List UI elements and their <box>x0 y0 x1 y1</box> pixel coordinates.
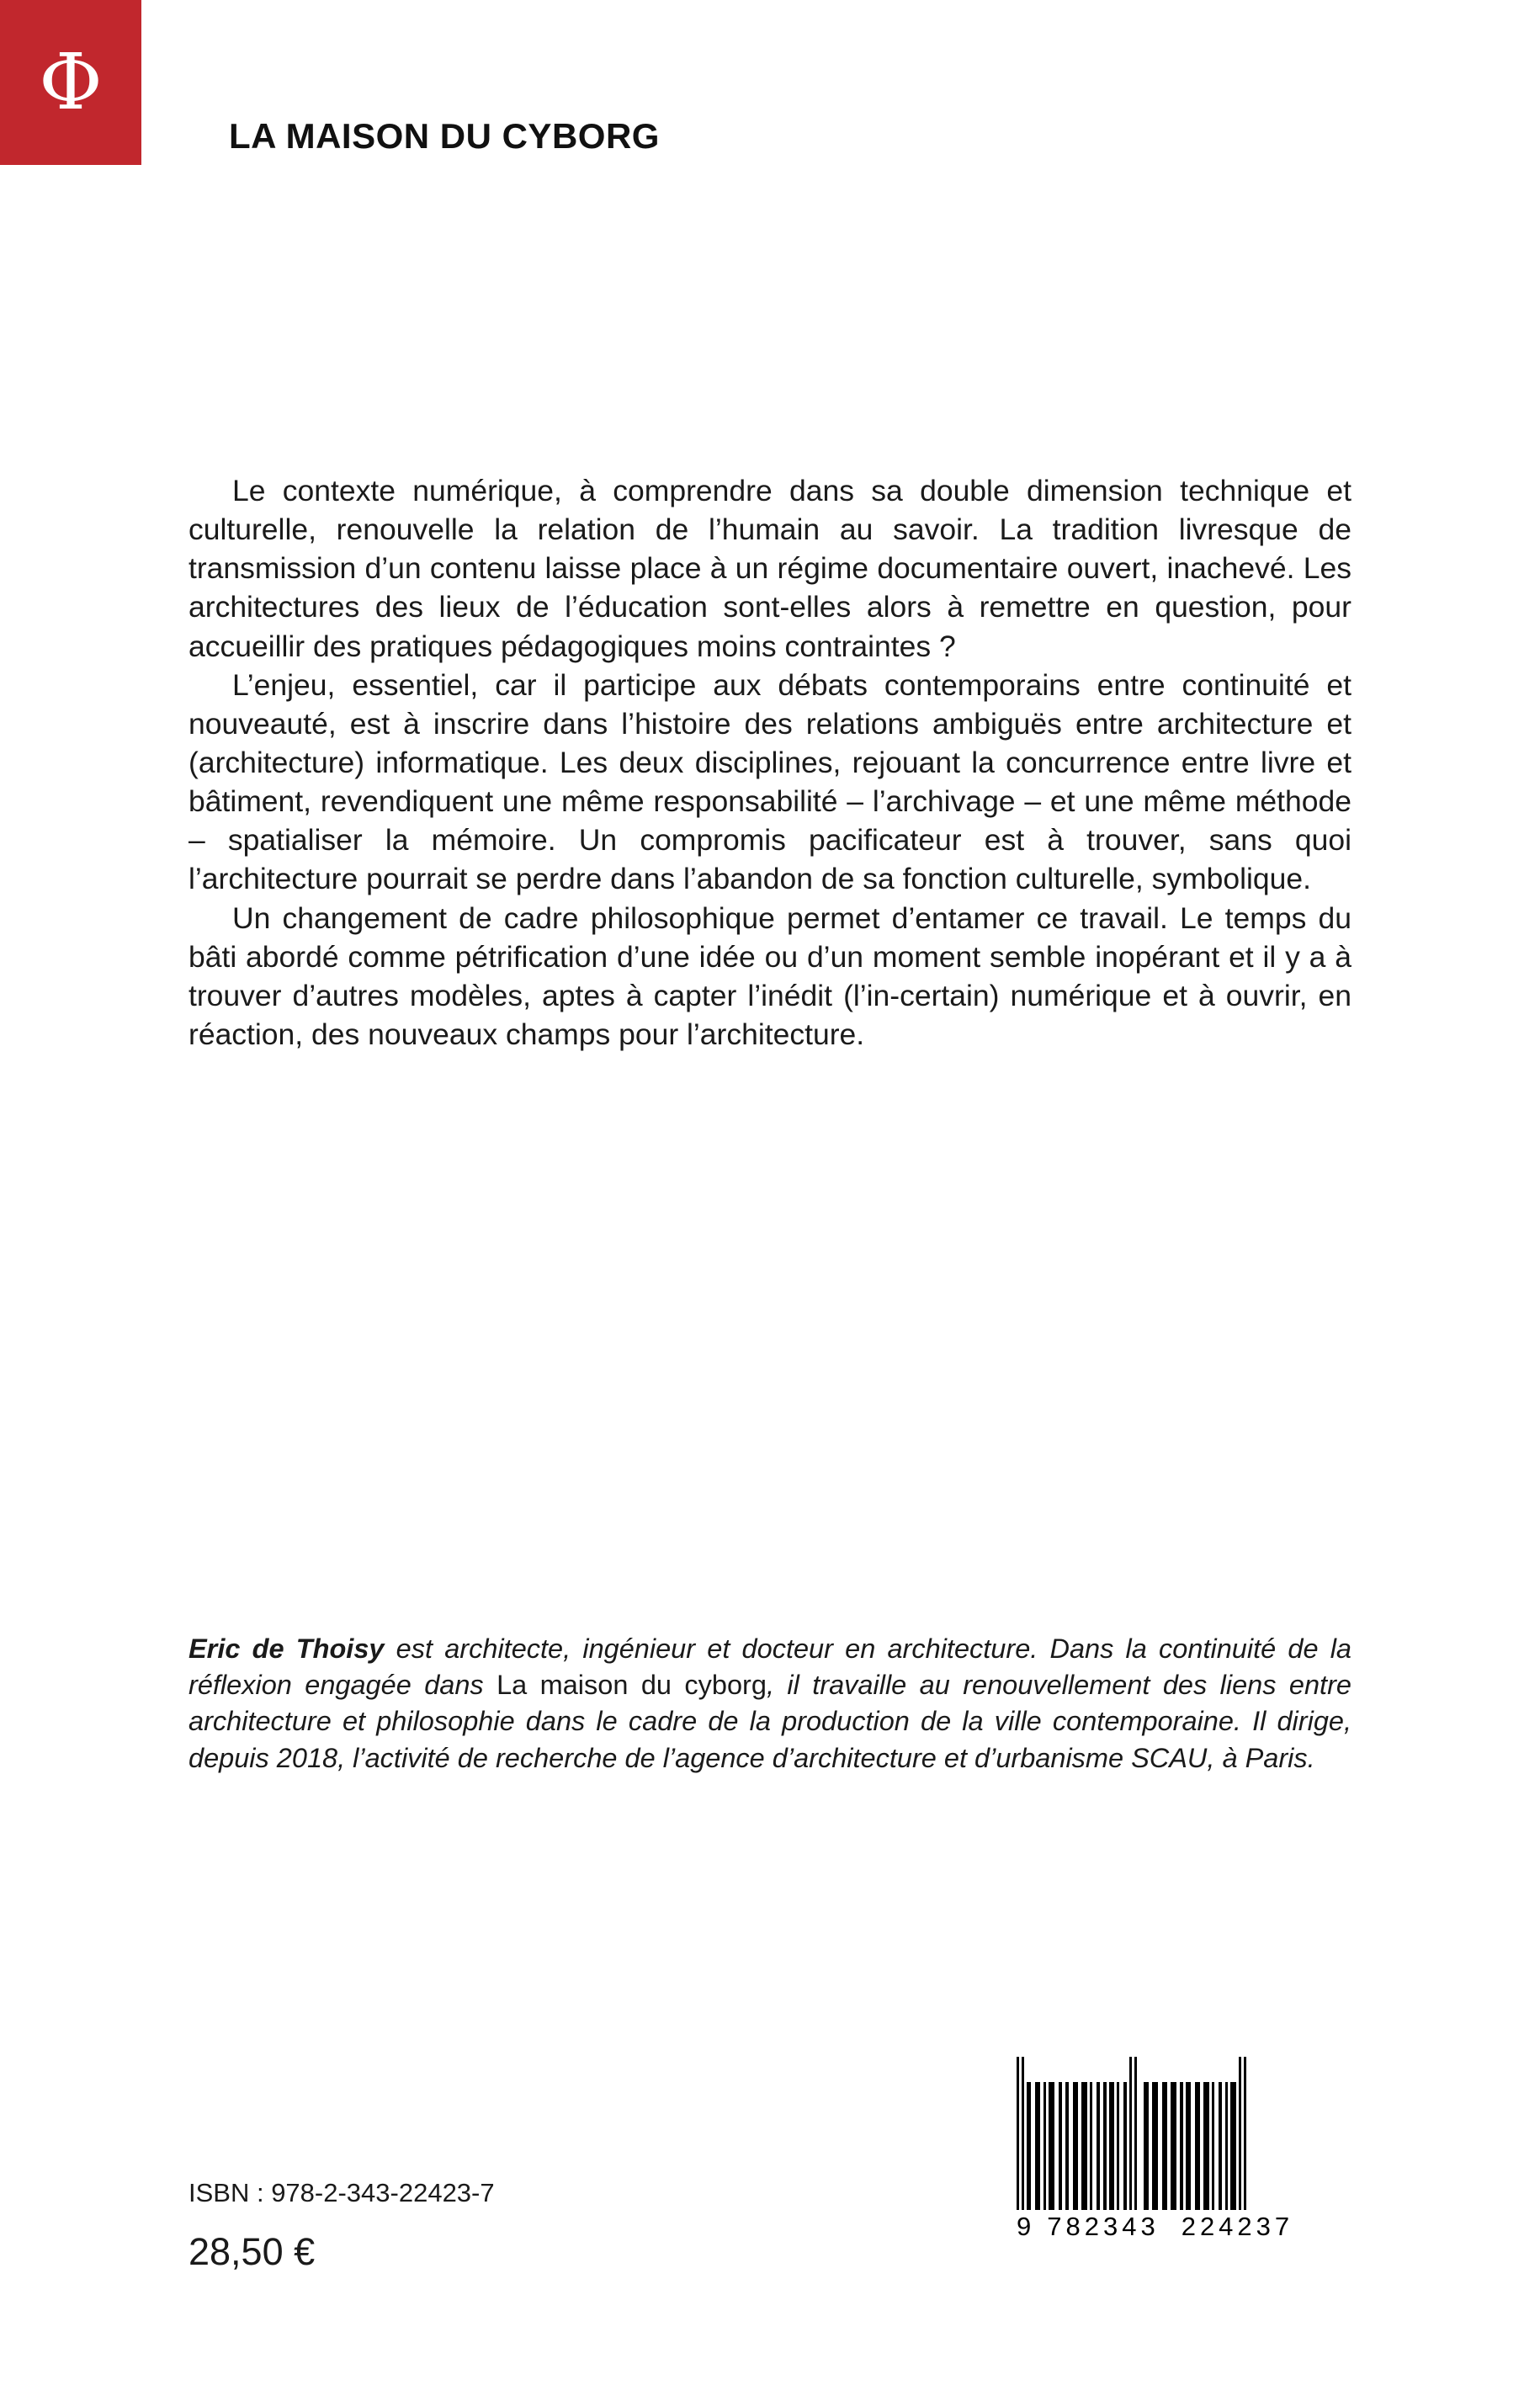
back-cover-blurb <box>189 471 1351 1054</box>
barcode-left-group: 782343 <box>1047 2212 1160 2241</box>
bio-text-after-work: , il travaille au renouvellement des liens entre architecture et philosophie dans le cadre de la production de la ville contemporaine. Il dirige, depuis 2018, l’activité de recherche de l’agence d’architecture et d’urbanisme SCAU, à Paris. <box>189 1670 1351 1773</box>
blurb-paragraph-1: Le contexte numérique, à comprendre dans sa double dimension technique et culturelle, renouvelle la relation de l’humain au savoir. La tradition livresque de transmission d’un contenu laisse place à un régime documentaire ouvert, inachevé. Les architectures des lieux de l’éducation sont-elles alors à remettre en question, pour accueillir des pratiques pédagogiques moins contraintes ? <box>189 474 1351 663</box>
page-title: LA MAISON DU CYBORG <box>229 116 660 156</box>
bio-work-title: La maison du cyborg <box>497 1670 767 1701</box>
price-text: 28,50 € <box>189 2230 316 2273</box>
publisher-logo-block <box>0 0 141 165</box>
isbn-text: ISBN : 978-2-343-22423-7 <box>189 2178 495 2207</box>
barcode-lead-digit: 9 <box>1017 2212 1036 2241</box>
author-name: Eric de Thoisy <box>189 1633 385 1664</box>
barcode-right-group: 224237 <box>1181 2212 1294 2241</box>
blurb-paragraph-3: Un changement de cadre philosophique permet d’entamer ce travail. Le temps du bâti abordé comme pétrification d’une idée ou d’un moment semble inopérant et il y a à trouver d’autres modèles, aptes à capter l’inédit (l’in-certain) numérique et à ouvrir, en réaction, des nouveaux champs pour l’architecture. <box>189 900 1351 1051</box>
author-bio <box>189 1631 1351 1777</box>
phi-icon: Φ <box>39 37 103 127</box>
barcode-digits <box>1017 2212 1370 2242</box>
barcode-bars <box>1017 2057 1370 2210</box>
barcode <box>1017 2057 1370 2242</box>
blurb-paragraph-2: L’enjeu, essentiel, car il participe aux débats contemporains entre continuité et nouveauté, est à inscrire dans l’histoire des relations ambiguës entre architecture et (architecture) informatique. Les deux disciplines, rejouant la concurrence entre livre et bâtiment, revendiquent une même responsabilité – l’archivage – et une même méthode – spatialiser la mémoire. Un compromis pacificateur est à trouver, sans quoi l’architecture pourrait se perdre dans l’abandon de sa fonction culturelle, symbolique. <box>189 667 1351 896</box>
bio-text-before-work: est architecte, ingénieur et docteur en architecture. Dans la continuité de la réflexion engagée dans <box>189 1633 1352 1701</box>
